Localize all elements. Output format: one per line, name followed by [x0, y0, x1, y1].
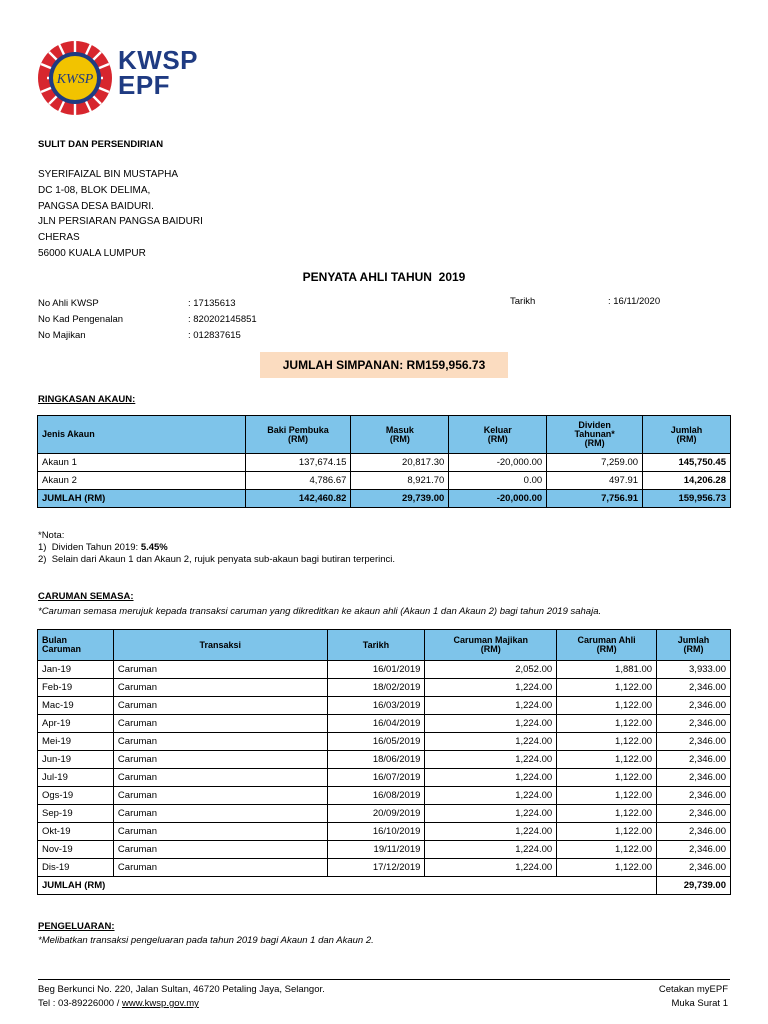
address-line: 56000 KUALA LUMPUR: [38, 247, 146, 259]
col-header: Tarikh: [327, 630, 425, 661]
cell: JUMLAH (RM): [38, 877, 657, 895]
logo-wordmark: [118, 45, 198, 100]
cell: Caruman: [113, 697, 327, 715]
cell: 2,346.00: [657, 769, 731, 787]
cell: 2,346.00: [657, 733, 731, 751]
cell: Akaun 2: [38, 472, 246, 490]
summary-table: [37, 415, 731, 508]
col-header: Caruman Ahli (RM): [557, 630, 657, 661]
cell: 142,460.82: [245, 490, 351, 508]
table-row: [38, 454, 731, 472]
col-header: Bulan Caruman: [38, 630, 114, 661]
cell: Caruman: [113, 823, 327, 841]
cell: 1,122.00: [557, 769, 657, 787]
employer-value: : 012837615: [188, 330, 241, 341]
cell: Jan-19: [38, 661, 114, 679]
kwsp-emblem-icon: [37, 38, 113, 118]
table-row: [38, 805, 731, 823]
cell: Caruman: [113, 859, 327, 877]
col-header: Jumlah (RM): [643, 416, 731, 454]
cell: 7,259.00: [547, 454, 643, 472]
cell: 16/04/2019: [327, 715, 425, 733]
cell: 1,122.00: [557, 859, 657, 877]
cell: Apr-19: [38, 715, 114, 733]
website-link[interactable]: www.kwsp.gov.my: [121, 998, 199, 1009]
table-row: [38, 697, 731, 715]
col-header: Transaksi: [113, 630, 327, 661]
cell: 145,750.45: [643, 454, 731, 472]
cell: 497.91: [547, 472, 643, 490]
cell: Caruman: [113, 805, 327, 823]
cell: 7,756.91: [547, 490, 643, 508]
cell: 1,224.00: [425, 769, 557, 787]
cell: 29,739.00: [657, 877, 731, 895]
address-line: CHERAS: [38, 232, 80, 244]
cell: 1,881.00: [557, 661, 657, 679]
cell: Sep-19: [38, 805, 114, 823]
table-row: [38, 823, 731, 841]
table-row: [38, 472, 731, 490]
logo-line-1: KWSP: [118, 45, 198, 75]
cell: 19/11/2019: [327, 841, 425, 859]
table-row: [38, 841, 731, 859]
table-row: [38, 859, 731, 877]
contrib-desc: *Caruman semasa merujuk kepada transaksi caruman yang dikreditkan ke akaun ahli (Akaun 1 dan Akaun 2) bagi tahun 2019 sahaja.: [38, 606, 602, 617]
cell: 16/03/2019: [327, 697, 425, 715]
cell: 1,122.00: [557, 841, 657, 859]
cell: 17/12/2019: [327, 859, 425, 877]
member-address: [38, 167, 203, 262]
cell: 1,224.00: [425, 697, 557, 715]
cell: 1,224.00: [425, 841, 557, 859]
col-header: Caruman Majikan (RM): [425, 630, 557, 661]
statement-title: PENYATA AHLI TAHUN 2019: [302, 270, 466, 284]
cell: Caruman: [113, 661, 327, 679]
cell: Caruman: [113, 679, 327, 697]
page-number: Muka Surat 1: [671, 998, 728, 1009]
date-value: : 16/11/2020: [608, 296, 661, 307]
member-info: [38, 296, 398, 344]
cell: -20,000.00: [449, 454, 547, 472]
col-header: Jenis Akaun: [38, 416, 246, 454]
cell: Nov-19: [38, 841, 114, 859]
col-header: Jumlah (RM): [657, 630, 731, 661]
cell: 1,224.00: [425, 823, 557, 841]
note-1-text: 1) Dividen Tahun 2019:: [38, 541, 141, 553]
table-row: [38, 715, 731, 733]
cell: 1,224.00: [425, 715, 557, 733]
date-label: Tarikh: [510, 296, 536, 307]
cell: 2,346.00: [657, 805, 731, 823]
cell: 1,224.00: [425, 787, 557, 805]
cell: 16/10/2019: [327, 823, 425, 841]
cell: Caruman: [113, 751, 327, 769]
cell: 16/08/2019: [327, 787, 425, 805]
table-row: [38, 787, 731, 805]
cell: 14,206.28: [643, 472, 731, 490]
cell: 8,921.70: [351, 472, 449, 490]
cell: 1,122.00: [557, 697, 657, 715]
notes: [38, 530, 395, 565]
printed-by: Cetakan myEPF: [658, 984, 728, 995]
emblem-text: KWSP: [56, 72, 94, 87]
col-header: Baki Pembuka (RM): [245, 416, 351, 454]
cell: 1,122.00: [557, 733, 657, 751]
cell: Jul-19: [38, 769, 114, 787]
footer-divider: [38, 979, 730, 980]
cell: 1,122.00: [557, 751, 657, 769]
cell: Okt-19: [38, 823, 114, 841]
cell: 4,786.67: [245, 472, 351, 490]
table-row: [38, 661, 731, 679]
total-row: [38, 490, 731, 508]
summary-heading: RINGKASAN AKAUN:: [38, 394, 136, 405]
cell: Caruman: [113, 841, 327, 859]
cell: 0.00: [449, 472, 547, 490]
cell: 1,122.00: [557, 715, 657, 733]
cell: 18/06/2019: [327, 751, 425, 769]
cell: Mac-19: [38, 697, 114, 715]
cell: 2,346.00: [657, 841, 731, 859]
cell: 20,817.30: [351, 454, 449, 472]
footer-tel: [38, 997, 325, 1011]
cell: 2,346.00: [657, 697, 731, 715]
cell: Caruman: [113, 769, 327, 787]
cell: 20/09/2019: [327, 805, 425, 823]
cell: 2,346.00: [657, 859, 731, 877]
address-line: JLN PERSIARAN PANGSA BAIDURI: [38, 216, 203, 228]
cell: Ogs-19: [38, 787, 114, 805]
cell: 1,122.00: [557, 823, 657, 841]
cell: Dis-19: [38, 859, 114, 877]
cell: Feb-19: [38, 679, 114, 697]
address-line: SYERIFAIZAL BIN MUSTAPHA: [38, 169, 179, 180]
confidential-label: SULIT DAN PERSENDIRIAN: [38, 139, 164, 150]
cell: Caruman: [113, 733, 327, 751]
cell: Mei-19: [38, 733, 114, 751]
withdrawal-heading: PENGELUARAN:: [38, 921, 115, 932]
notes-title: *Nota:: [38, 530, 65, 541]
dividend-rate: 5.45%: [140, 541, 168, 553]
table-row: [38, 733, 731, 751]
total-savings-banner: JUMLAH SIMPANAN: RM159,956.73: [260, 352, 508, 378]
cell: 2,052.00: [425, 661, 557, 679]
cell: 1,224.00: [425, 679, 557, 697]
withdrawal-desc: *Melibatkan transaksi pengeluaran pada tahun 2019 bagi Akaun 1 dan Akaun 2.: [38, 935, 374, 946]
cell: 1,224.00: [425, 751, 557, 769]
logo-line-2: EPF: [118, 70, 171, 100]
employer-label: No Majikan: [38, 330, 86, 341]
cell: 29,739.00: [351, 490, 449, 508]
total-row: [38, 877, 731, 895]
cell: Caruman: [113, 715, 327, 733]
col-header: Keluar (RM): [449, 416, 547, 454]
note-2: 2) Selain dari Akaun 1 dan Akaun 2, rujuk penyata sub-akaun bagi butiran terperinci.: [38, 553, 396, 565]
table-row: [38, 769, 731, 787]
footer-tel-text: Tel : 03-89226000 /: [38, 998, 122, 1009]
cell: 18/02/2019: [327, 679, 425, 697]
member-no-value: : 17135613: [188, 298, 236, 309]
cell: 159,956.73: [643, 490, 731, 508]
footer-address: Beg Berkunci No. 220, Jalan Sultan, 46720 Petaling Jaya, Selangor.: [38, 984, 325, 995]
col-header: Masuk (RM): [351, 416, 449, 454]
cell: Akaun 1: [38, 454, 246, 472]
cell: 16/07/2019: [327, 769, 425, 787]
cell: 1,122.00: [557, 805, 657, 823]
member-no-label: No Ahli KWSP: [38, 298, 99, 309]
cell: 16/01/2019: [327, 661, 425, 679]
col-header: Dividen Tahunan* (RM): [547, 416, 643, 454]
cell: 16/05/2019: [327, 733, 425, 751]
note-1: [38, 542, 395, 554]
cell: 2,346.00: [657, 787, 731, 805]
address-line: PANGSA DESA BAIDURI.: [38, 200, 154, 212]
cell: 2,346.00: [657, 679, 731, 697]
cell: 1,224.00: [425, 733, 557, 751]
cell: Caruman: [113, 787, 327, 805]
ic-label: No Kad Pengenalan: [38, 314, 124, 325]
contrib-table: [37, 629, 731, 895]
table-row: [38, 679, 731, 697]
cell: 3,933.00: [657, 661, 731, 679]
cell: Jun-19: [38, 751, 114, 769]
cell: 2,346.00: [657, 715, 731, 733]
table-row: [38, 751, 731, 769]
cell: 137,674.15: [245, 454, 351, 472]
cell: 1,122.00: [557, 787, 657, 805]
cell: -20,000.00: [449, 490, 547, 508]
contrib-heading: CARUMAN SEMASA:: [38, 591, 134, 602]
footer-meta: [620, 983, 728, 1011]
ic-value: : 820202145851: [188, 314, 257, 325]
cell: 1,224.00: [425, 859, 557, 877]
footer-contact: [38, 983, 325, 1011]
address-line: DC 1-08, BLOK DELIMA,: [38, 184, 151, 196]
cell: 2,346.00: [657, 823, 731, 841]
cell: 1,122.00: [557, 679, 657, 697]
cell: JUMLAH (RM): [38, 490, 246, 508]
cell: 2,346.00: [657, 751, 731, 769]
cell: 1,224.00: [425, 805, 557, 823]
